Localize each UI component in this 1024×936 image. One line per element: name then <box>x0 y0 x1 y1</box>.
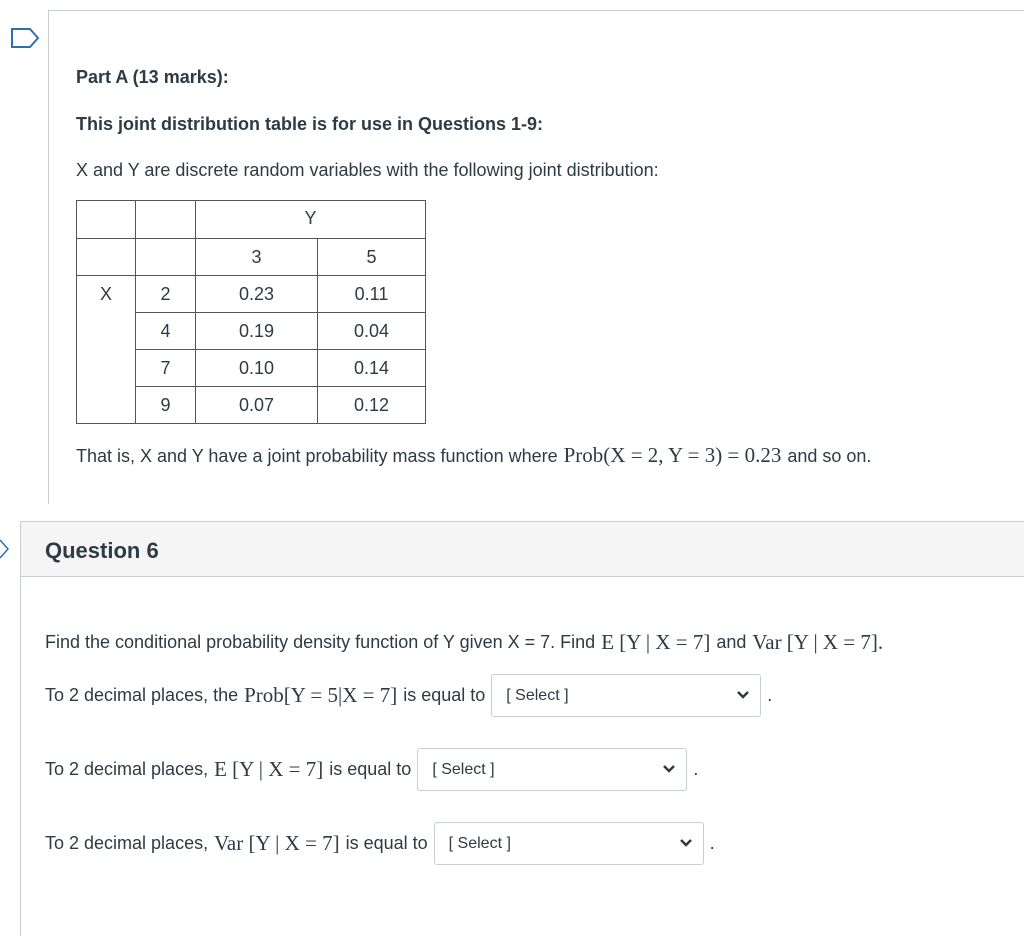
select-placeholder: [ Select ] <box>432 760 495 778</box>
x-value: 9 <box>136 387 196 424</box>
answer-text-tail: is equal to <box>403 685 486 705</box>
x-value: 4 <box>136 313 196 350</box>
answer-line-prob <box>45 674 772 717</box>
answer-line-variance <box>45 822 715 865</box>
y-axis-label: Y <box>196 201 426 239</box>
chevron-down-icon <box>679 835 693 853</box>
question-title: Question 6 <box>45 538 159 563</box>
question-header <box>20 521 1024 577</box>
select-placeholder: [ Select ] <box>506 686 569 704</box>
prompt-text: Find the conditional probability density function of Y given X = 7. Find <box>45 632 596 652</box>
joint-distribution-table <box>76 200 426 424</box>
explanation-formula: Prob(X = 2, Y = 3) = 0.23 <box>563 443 782 467</box>
part-a-panel <box>48 10 1024 504</box>
x-value: 7 <box>136 350 196 387</box>
answer-line-expectation <box>45 748 698 791</box>
prob-cell: 0.11 <box>318 276 426 313</box>
flag-question-icon[interactable] <box>10 27 40 54</box>
part-a-description: X and Y are discrete random variables with the following joint distribution: <box>76 160 659 180</box>
table-row <box>77 276 426 313</box>
x-value: 2 <box>136 276 196 313</box>
prob-cell: 0.07 <box>196 387 318 424</box>
answer-formula: Var [Y | X = 7] <box>214 831 340 855</box>
part-a-title: Part A (13 marks): <box>76 67 229 87</box>
answer-text: To 2 decimal places, <box>45 759 209 779</box>
prob-cell: 0.19 <box>196 313 318 350</box>
y-value-header: 3 <box>196 239 318 276</box>
chevron-down-icon <box>736 687 750 705</box>
explanation-text: That is, X and Y have a joint probability mass function where <box>76 446 558 466</box>
collapse-chevron-icon[interactable] <box>0 538 10 565</box>
question-prompt <box>45 630 883 655</box>
period: . <box>693 759 699 779</box>
x-axis-label: X <box>77 276 136 424</box>
y-value-header: 5 <box>318 239 426 276</box>
prompt-formula-variance: Var [Y | X = 7]. <box>752 630 884 654</box>
variance-answer-select[interactable] <box>434 822 704 865</box>
answer-text: To 2 decimal places, <box>45 833 209 853</box>
prompt-and: and <box>716 632 747 652</box>
prob-cell: 0.10 <box>196 350 318 387</box>
answer-text-tail: is equal to <box>329 759 412 779</box>
question-body <box>20 576 1024 936</box>
answer-text-tail: is equal to <box>345 833 428 853</box>
answer-text: To 2 decimal places, the <box>45 685 239 705</box>
part-a-explanation <box>76 443 871 468</box>
answer-formula: Prob[Y = 5|X = 7] <box>244 683 398 707</box>
prob-cell: 0.12 <box>318 387 426 424</box>
prompt-formula-expectation: E [Y | X = 7] <box>601 630 711 654</box>
answer-formula: E [Y | X = 7] <box>214 757 324 781</box>
explanation-end: and so on. <box>787 446 872 466</box>
select-placeholder: [ Select ] <box>448 834 511 852</box>
chevron-down-icon <box>662 761 676 779</box>
period: . <box>709 833 715 853</box>
prob-cell: 0.04 <box>318 313 426 350</box>
prob-cell: 0.23 <box>196 276 318 313</box>
prob-answer-select[interactable] <box>491 674 761 717</box>
prob-cell: 0.14 <box>318 350 426 387</box>
expectation-answer-select[interactable] <box>417 748 687 791</box>
period: . <box>767 685 773 705</box>
part-a-subtitle: This joint distribution table is for use in Questions 1-9: <box>76 114 544 134</box>
